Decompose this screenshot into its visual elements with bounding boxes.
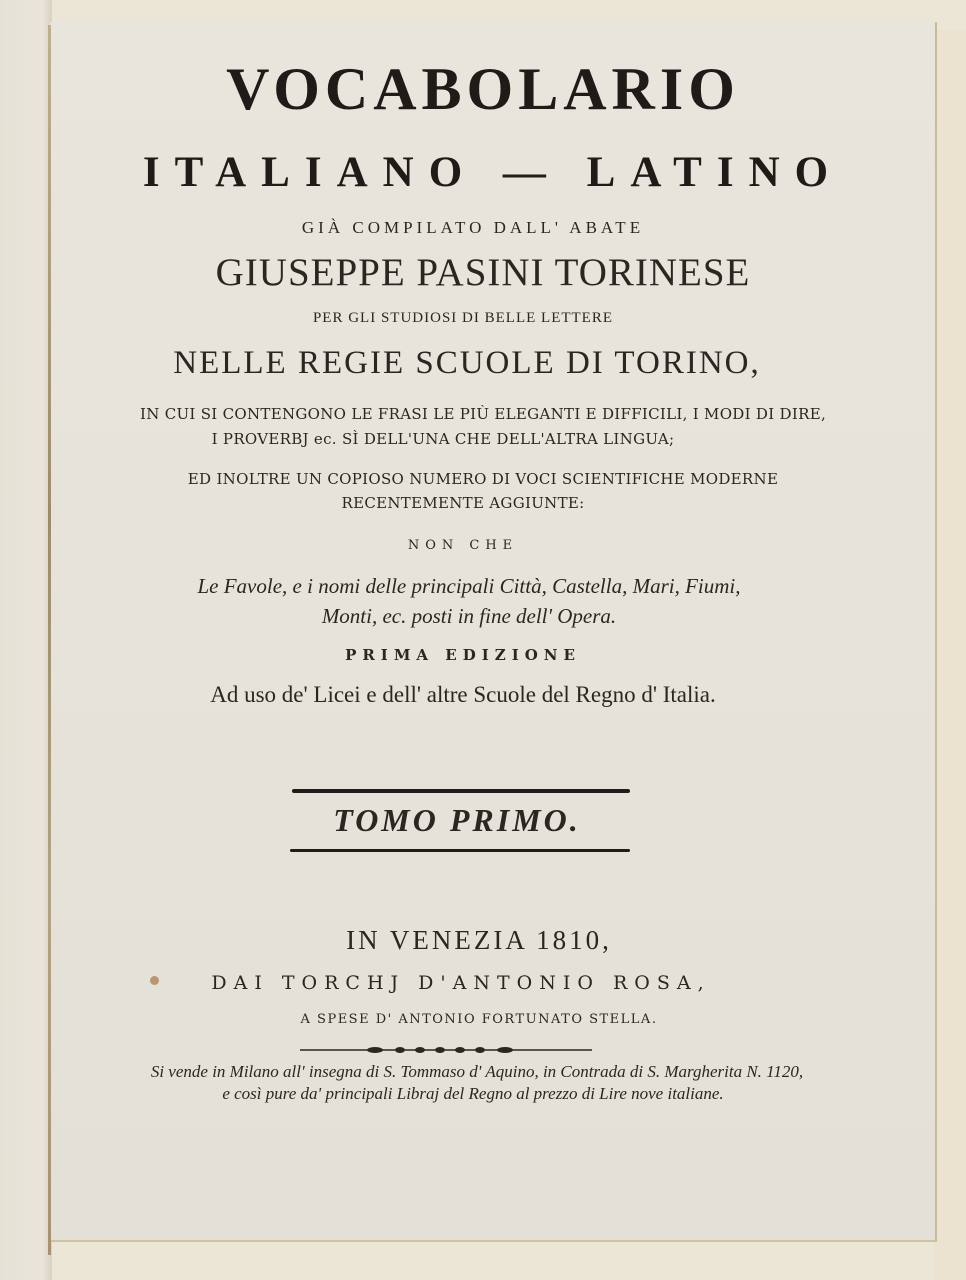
usage: Ad uso de' Licei e dell' altre Scuole del Regno d' Italia. — [210, 682, 716, 707]
rule-bottom — [290, 849, 630, 852]
volume-label: TOMO PRIMO. — [333, 802, 581, 838]
audience: PER GLI STUDIOSI DI BELLE LETTERE — [312, 310, 614, 326]
rule-top — [292, 789, 630, 793]
book-title: VOCABOLARIO — [226, 56, 740, 122]
sale-note-line: e così pure da' principali Libraj del Regno al prezzo di Lire nove italiane. — [222, 1084, 724, 1103]
non-che: NON CHE — [407, 538, 519, 553]
author-name: GIUSEPPE PASINI TORINESE — [215, 251, 751, 294]
appendix-line: Monti, ec. posti in fine dell' Opera. — [321, 604, 617, 628]
description-line: RECENTEMENTE AGGIUNTE: — [341, 494, 585, 512]
schools: NELLE REGIE SCUOLE DI TORINO, — [173, 345, 761, 381]
description-line: I PROVERBJ ec. SÌ DELL'UNA CHE DELL'ALTRA LINGUA; — [211, 430, 675, 448]
appendix-line: Le Favole, e i nomi delle principali Città, Castella, Mari, Fiumi, — [197, 574, 741, 598]
ornament-divider-icon — [300, 1046, 592, 1054]
imprint-publisher: A SPESE D' ANTONIO FORTUNATO STELLA. — [300, 1012, 658, 1027]
sale-note-line: Si vende in Milano all' insegna di S. Tommaso d' Aquino, in Contrada di S. Margherita N. 1120, — [150, 1062, 804, 1081]
foxing-spot — [150, 976, 159, 985]
edition: PRIMA EDIZIONE — [345, 646, 581, 664]
description-line: IN CUI SI CONTENGONO LE FRASI LE PIÙ ELEGANTI E DIFFICILI, I MODI DI DIRE, — [139, 405, 827, 423]
book-subtitle: ITALIANO — LATINO — [142, 149, 844, 196]
imprint-place-year: IN VENEZIA 1810, — [346, 925, 612, 955]
description-line: ED INOLTRE UN COPIOSO NUMERO DI VOCI SCIENTIFICHE MODERNE — [187, 470, 779, 488]
compiled-by: GIÀ COMPILATO DALL' ABATE — [301, 218, 645, 237]
imprint-printer: DAI TORCHJ D'ANTONIO ROSA, — [211, 972, 711, 994]
title-page — [50, 22, 937, 1242]
